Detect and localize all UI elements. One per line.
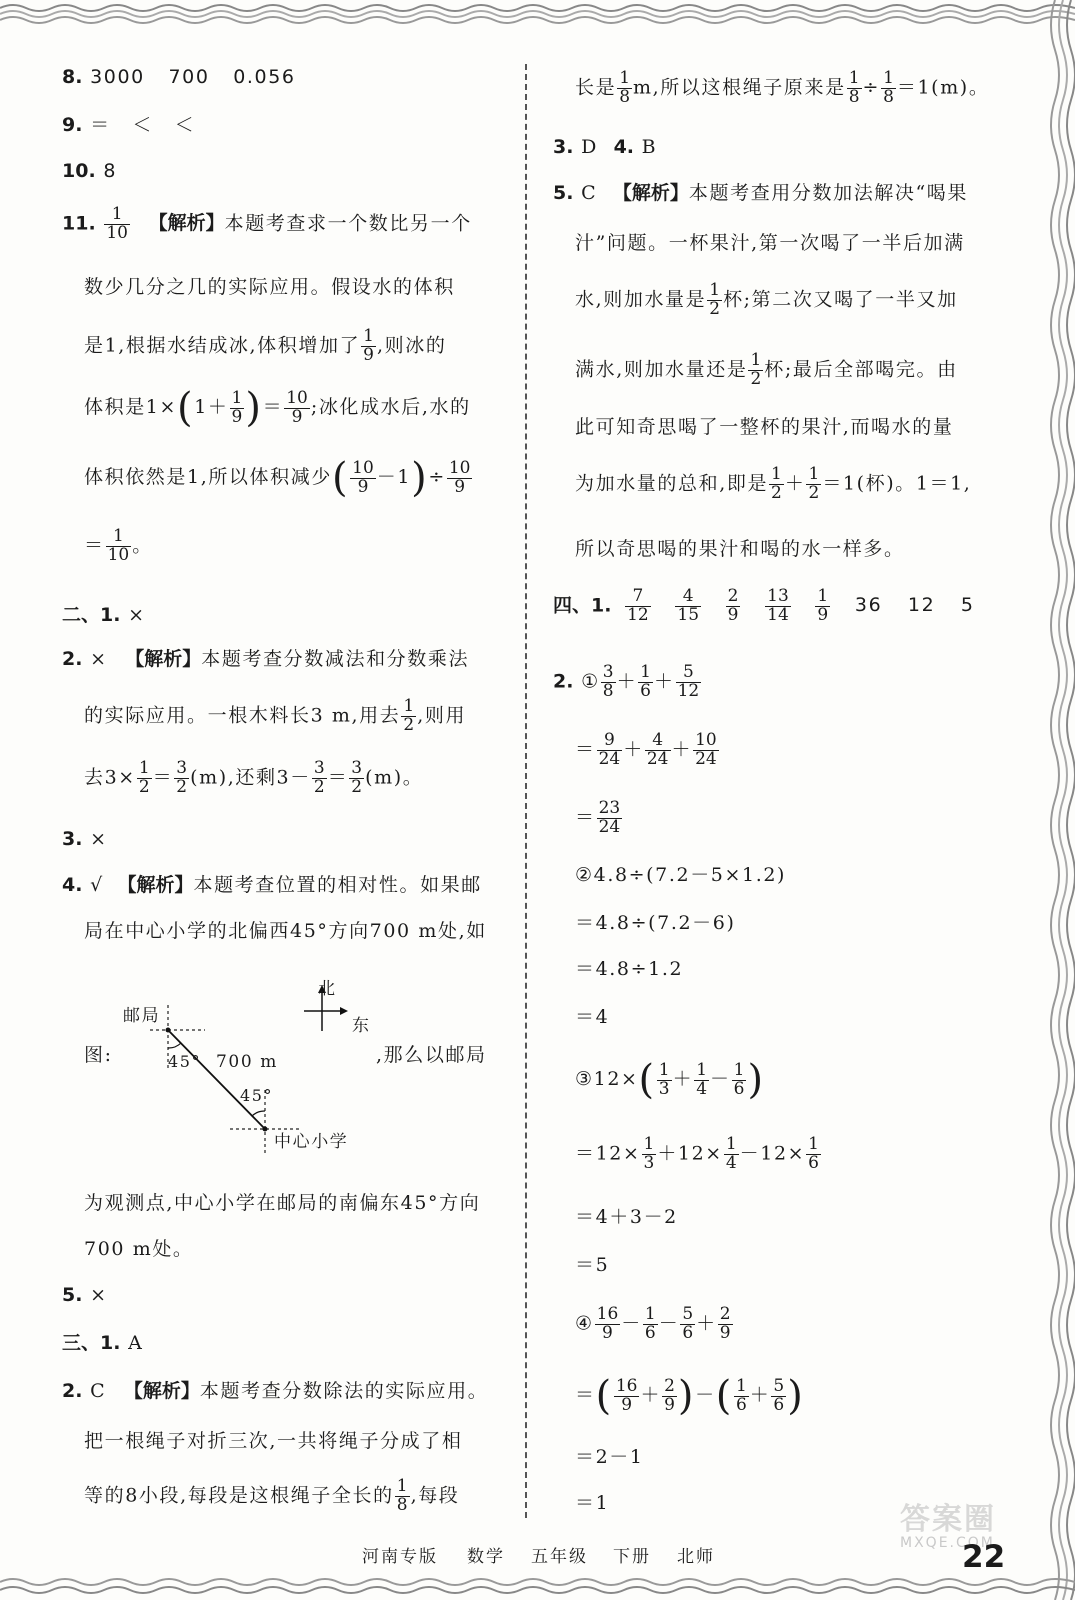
footer-publisher: 北师 xyxy=(677,1547,715,1567)
answer-mark: √ xyxy=(90,874,104,896)
label-school: 中心小学 xyxy=(274,1132,349,1152)
answer-text: 8 xyxy=(103,160,118,182)
calc-2-line-1: ②4.8÷(7.2－5×1.2) xyxy=(575,864,787,886)
east-arrow-icon xyxy=(340,1007,348,1015)
text: ,那么以邮局 xyxy=(376,1044,487,1066)
fraction: $\frac{23}{24}$ xyxy=(598,798,621,837)
text-line: 体积是1×(1＋ $\frac{1}{9}$ )＝ $\frac{10}{9}$ ;冰化成水后,水的 xyxy=(84,385,471,431)
page-number: 22 xyxy=(962,1539,1006,1575)
fraction: $\frac{1}{9}$ xyxy=(817,586,829,625)
fraction: $\frac{3}{2}$ xyxy=(351,758,363,797)
section-3-answer-2: 2. C 【解析】本题考查分数除法的实际应用。 xyxy=(62,1380,489,1402)
fraction: $\frac{2}{9}$ xyxy=(719,1304,731,1343)
fraction: $\frac{1}{6}$ xyxy=(808,1134,819,1173)
text-line: 700 m处。 xyxy=(84,1238,194,1260)
answer-11-line-1 xyxy=(62,206,472,243)
label-east: 东 xyxy=(352,1016,371,1036)
fraction: $\frac{10}{9}$ xyxy=(286,387,308,427)
question-number: 三、1. xyxy=(62,1332,121,1354)
text-line: 体积依然是1,所以体积减少( $\frac{10}{9}$ －1)÷ $\frac{10}{9}$ xyxy=(84,455,471,501)
question-number: 四、1. xyxy=(553,594,612,617)
text-line: 长是 $\frac{1}{8}$ m,所以这根绳子原来是 $\frac{1}{8}$ ÷ $\frac{1}{8}$ ＝1(m)。 xyxy=(575,68,990,107)
question-number: 2. xyxy=(62,1380,83,1402)
answer-text: A xyxy=(128,1332,144,1354)
text-line: 数少几分之几的实际应用。假设水的体积 xyxy=(84,276,455,298)
text-line: 去3× $\frac{1}{2}$ ＝ $\frac{3}{2}$ (m),还剩3－ $\frac{3}{2}$ ＝ $\frac{3}{2}$ (m)。 xyxy=(84,758,424,797)
fraction: $\frac{10}{24}$ xyxy=(695,730,717,769)
question-number: 4. xyxy=(62,874,83,896)
fraction: $\frac{16}{9}$ xyxy=(615,1375,638,1415)
fraction: $\frac{10}{9}$ xyxy=(352,457,374,497)
answer-mark: × xyxy=(90,648,108,670)
answer-text: × xyxy=(90,1284,108,1306)
calc-4-line-3: ＝2－1 xyxy=(575,1446,644,1468)
label-post-office: 邮局 xyxy=(123,1006,161,1026)
fraction: $\frac{1}{2}$ xyxy=(138,758,150,797)
fraction: $\frac{1}{2}$ xyxy=(709,280,721,319)
fraction: $\frac{9}{24}$ xyxy=(598,730,621,769)
label-angle: 45° xyxy=(168,1052,202,1071)
calc-3-line-4: ＝5 xyxy=(575,1254,610,1276)
fraction: $\frac{1}{2}$ xyxy=(771,464,782,503)
calc-2-line-2: ＝4.8÷(7.2－6) xyxy=(575,912,736,934)
answer-text: 36 12 5 xyxy=(854,594,975,617)
analysis-tag: 【解析】 xyxy=(612,182,689,204)
answer-10 xyxy=(62,162,117,181)
analysis-tag: 【解析】 xyxy=(148,212,225,235)
fraction: $\frac{2}{9}$ xyxy=(727,586,739,625)
fraction: $\frac{1}{6}$ xyxy=(644,1304,656,1343)
fraction: $\frac{1}{6}$ xyxy=(735,1375,747,1415)
text: 图: xyxy=(84,1044,113,1066)
section-2-answer-5 xyxy=(62,1286,108,1305)
section-2-answer-3 xyxy=(62,830,108,849)
calc-3-line-2: ＝12× $\frac{1}{3}$ ＋12× $\frac{1}{4}$ －12× $\frac{1}{6}$ xyxy=(575,1134,819,1173)
question-number: 2. xyxy=(62,648,83,670)
fraction: $\frac{1}{9}$ xyxy=(363,326,374,365)
answer-mark: C xyxy=(90,1380,107,1402)
fraction: $\frac{3}{2}$ xyxy=(176,758,188,797)
fraction: $\frac{1}{4}$ xyxy=(696,1059,708,1099)
fraction: $\frac{4}{24}$ xyxy=(646,730,669,769)
answers-3-4 xyxy=(553,138,657,157)
calc-1-line-1: 2. ① $\frac{3}{8}$ ＋ $\frac{1}{6}$ ＋ $\frac{5}{12}$ xyxy=(553,662,700,701)
fraction: $\frac{1}{8}$ xyxy=(848,68,860,107)
text: 本题考查求一个数比另一个 xyxy=(224,212,472,235)
question-number: 2. xyxy=(553,670,574,693)
answer-text: × xyxy=(90,828,108,850)
question-number: 5. xyxy=(553,182,574,204)
fraction: $\frac{2}{9}$ xyxy=(664,1375,675,1415)
text-line: 为观测点,中心小学在邮局的南偏东45°方向 xyxy=(84,1192,481,1214)
column-divider xyxy=(525,64,527,1518)
fraction: $\frac{1}{2}$ xyxy=(808,464,820,503)
question-number: 3. xyxy=(62,828,83,850)
fraction: $\frac{5}{12}$ xyxy=(677,662,700,701)
analysis-tag: 【解析】 xyxy=(125,648,202,670)
fraction: $\frac{1}{8}$ xyxy=(396,1476,408,1515)
text-line: 汁”问题。一杯果汁,第一次喝了一半后加满 xyxy=(575,232,965,254)
analysis-tag: 【解析】 xyxy=(123,1380,200,1402)
label-north: 北 xyxy=(318,979,337,999)
fraction: $\frac{13}{14}$ xyxy=(767,586,789,625)
fraction: $\frac{4}{15}$ xyxy=(677,586,700,625)
direction-line xyxy=(168,1030,265,1129)
calc-2-line-4: ＝4 xyxy=(575,1006,610,1028)
footer-term: 下册 xyxy=(613,1547,651,1567)
question-number: 11. xyxy=(62,212,96,235)
question-number: 10. xyxy=(62,160,96,182)
answer-9 xyxy=(62,116,195,135)
fraction: $\frac{10}{9}$ xyxy=(448,457,471,497)
text-line: 为加水量的总和,即是 $\frac{1}{2}$ ＋ $\frac{1}{2}$ ＝1(杯)。1＝1, xyxy=(575,464,972,503)
footer-subject: 数学 xyxy=(467,1547,505,1567)
question-number: 3. xyxy=(553,136,574,158)
text-line: 此可知奇思喝了一整杯的果汁,而喝水的量 xyxy=(575,416,954,438)
calc-1-line-2: ＝ $\frac{9}{24}$ ＋ $\frac{4}{24}$ ＋ $\frac{10}{24}$ xyxy=(575,730,717,769)
fraction: $\frac{1}{2}$ xyxy=(403,696,415,735)
answer-text: ＝ ＜ ＜ xyxy=(90,114,196,136)
school-point xyxy=(263,1127,268,1132)
section-4-answer-1 xyxy=(553,588,975,625)
section-3-answer-1 xyxy=(62,1334,143,1353)
answer-8 xyxy=(62,68,296,87)
calc-4-line-1: ④ $\frac{16}{9}$ － $\frac{1}{6}$ － $\frac{5}{6}$ ＋ $\frac{2}{9}$ xyxy=(575,1304,731,1343)
question-number: 5. xyxy=(62,1284,83,1306)
fraction: $\frac{1}{8}$ xyxy=(619,68,631,107)
fraction: $\frac{7}{12}$ xyxy=(627,586,649,625)
fraction: $\frac{1}{10}$ xyxy=(107,526,130,565)
question-number: 9. xyxy=(62,114,83,136)
calc-2-line-3: ＝4.8÷1.2 xyxy=(575,958,684,980)
fraction: $\frac{5}{6}$ xyxy=(773,1375,785,1415)
fraction: $\frac{1}{6}$ xyxy=(733,1059,745,1099)
calc-4-line-4: ＝1 xyxy=(575,1492,610,1514)
fraction: $\frac{5}{6}$ xyxy=(682,1304,694,1343)
fraction: $\frac{1}{4}$ xyxy=(725,1134,737,1173)
fraction: $\frac{1}{3}$ xyxy=(643,1134,655,1173)
answer-text: × xyxy=(128,604,146,626)
label-angle: 45° xyxy=(240,1086,274,1105)
text-line: 水,则加水量是 $\frac{1}{2}$ 杯;第二次又喝了一半又加 xyxy=(575,280,958,319)
fraction: $\frac{1}{6}$ xyxy=(640,662,651,701)
fraction: $\frac{1}{2}$ xyxy=(750,350,762,389)
question-number: 4. xyxy=(613,136,635,158)
fraction: $\frac{1}{3}$ xyxy=(658,1059,670,1099)
fraction: $\frac{1}{8}$ xyxy=(883,68,894,107)
text-line: ＝ $\frac{1}{10}$ 。 xyxy=(84,526,153,565)
watermark: 答案圈 MXQE.COM xyxy=(900,1502,996,1551)
answer-text: D xyxy=(581,136,598,158)
section-2-answer-1 xyxy=(62,606,146,625)
calc-4-line-2: ＝( $\frac{16}{9}$ ＋ $\frac{2}{9}$ )－( $\frac{1}{6}$ ＋ $\frac{5}{6}$ ) xyxy=(575,1373,805,1419)
text-line: 的实际应用。一根木料长3 m,用去 $\frac{1}{2}$ ,则用 xyxy=(84,696,467,735)
fraction: $\frac{16}{9}$ xyxy=(596,1304,619,1343)
fraction: $\frac{1}{9}$ xyxy=(231,387,243,427)
label-distance: 700 m xyxy=(216,1052,278,1072)
post-office-point xyxy=(166,1028,171,1033)
footer-grade: 五年级 xyxy=(531,1547,588,1567)
answer-5: 5. C 【解析】本题考查用分数加法解决“喝果 xyxy=(553,182,969,204)
text-line: 是1,根据水结成冰,体积增加了 $\frac{1}{9}$ ,则冰的 xyxy=(84,326,447,365)
fraction: $\frac{3}{8}$ xyxy=(602,662,614,701)
footer-region: 河南专版 xyxy=(362,1547,438,1567)
text-line: 局在中心小学的北偏西45°方向700 m处,如 xyxy=(84,920,487,942)
calc-3-line-3: ＝4＋3－2 xyxy=(575,1206,678,1228)
analysis-tag: 【解析】 xyxy=(117,874,194,896)
right-wavy-border xyxy=(1029,0,1075,1600)
calc-1-line-3: ＝ $\frac{23}{24}$ xyxy=(575,798,621,837)
fraction: $\frac{3}{2}$ xyxy=(313,758,325,797)
answer-mark: C xyxy=(581,182,598,204)
text-line: 所以奇思喝的果汁和喝的水一样多。 xyxy=(575,538,905,560)
answer-text: B xyxy=(641,136,658,158)
bottom-wavy-border xyxy=(0,1574,1075,1600)
question-number: 8. xyxy=(62,66,83,88)
answer-text: 3000 700 0.056 xyxy=(90,66,296,88)
text-line: 等的8小段,每段是这根绳子全长的 $\frac{1}{8}$ ,每段 xyxy=(84,1476,460,1515)
text-line: 满水,则加水量还是 $\frac{1}{2}$ 杯;最后全部喝完。由 xyxy=(575,350,958,389)
section-2-answer-4: 4. √ 【解析】本题考查位置的相对性。如果邮 xyxy=(62,874,482,896)
section-2-answer-2: 2. × 【解析】本题考查分数减法和分数乘法 xyxy=(62,648,470,670)
question-number: 二、1. xyxy=(62,604,121,626)
text-line: 把一根绳子对折三次,一共将绳子分成了相 xyxy=(84,1430,463,1452)
fraction: $\frac{1}{10}$ xyxy=(106,204,128,243)
top-wavy-border xyxy=(0,0,1075,26)
calc-3-line-1: ③12×( $\frac{1}{3}$ ＋ $\frac{1}{4}$ － $\frac{1}{6}$ ) xyxy=(575,1057,765,1103)
